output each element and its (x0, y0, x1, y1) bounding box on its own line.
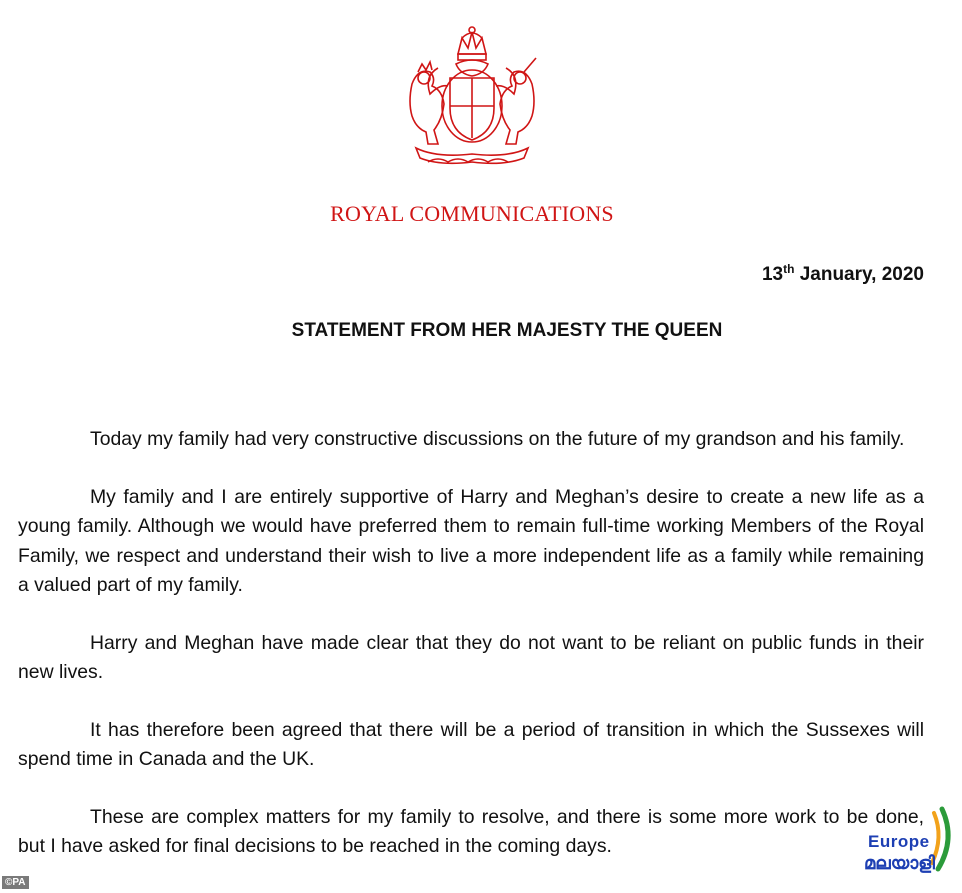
date-month-year: January, 2020 (794, 264, 924, 285)
organization-heading: ROYAL COMMUNICATIONS (330, 201, 614, 226)
photo-credit: ©PA (2, 876, 29, 889)
date-suffix: th (783, 262, 795, 276)
date-day: 13 (761, 264, 784, 285)
europe-malayali-watermark (856, 805, 960, 887)
statement-body (18, 425, 924, 890)
royal-coat-of-arms-icon (398, 24, 546, 166)
watermark-europe-text: Europe (868, 832, 930, 851)
paragraph: These are complex matters for my family to resolve, and there is some more work to be done, but I have asked for final decisions to be reached in the coming days. (18, 805, 924, 857)
paragraph: It has therefore been agreed that there will be a period of transition in which the Sussexes will spend time in Canada and the UK. (18, 718, 924, 770)
statement-date (762, 262, 924, 286)
paragraph: Harry and Meghan have made clear that they do not want to be reliant on public funds in their new lives. (18, 631, 924, 683)
statement-title: STATEMENT FROM HER MAJESTY THE QUEEN (291, 320, 723, 341)
paragraph: Today my family had very constructive discussions on the future of my grandson and his family. (90, 428, 905, 450)
paragraph: My family and I are entirely supportive of Harry and Meghan’s desire to create a new life as a young family. Although we would have preferred them to remain full-time working Members of the Royal Family, we respect and understand their wish to live a more independent life as a family while remaining a valued part of my family. (18, 485, 924, 596)
watermark-malayali-text: മലയാളി (864, 853, 935, 873)
